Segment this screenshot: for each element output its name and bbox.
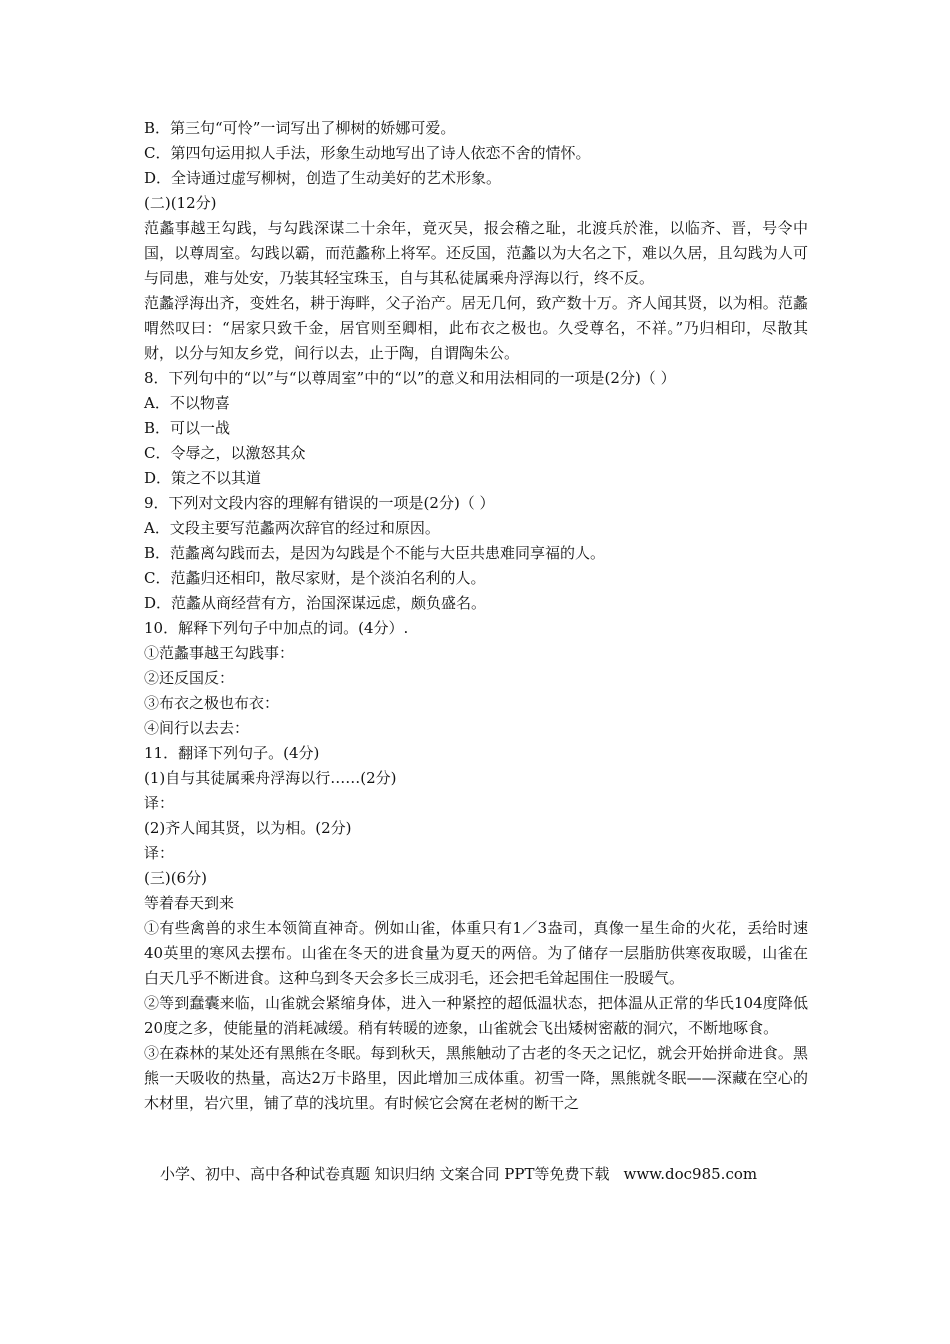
passage3-paragraph-3: ③在森林的某处还有黑熊在冬眠。每到秋天，黑熊触动了古老的冬天之记忆，就会开始拼命进食。黑熊一天吸收的热量，高达2万卡路里，因此增加三成体重。初雪一降，黑熊就冬眠——深藏在空心的木材里，岩穴里，铺了草的浅坑里。有时候它会窝在老树的断干之	[144, 1044, 808, 1112]
option-d-poem: D．全诗通过虚写柳树，创造了生动美好的艺术形象。	[144, 169, 502, 187]
q11-sentence-1: (1)自与其徒属乘舟浮海以行……(2分)	[144, 769, 397, 787]
passage3-title: 等着春天到来	[144, 894, 235, 912]
q8-option-c: C．令辱之，以激怒其众	[144, 444, 306, 462]
passage2-paragraph-2: 范蠡浮海出齐，变姓名，耕于海畔，父子治产。居无几何，致产数十万。齐人闻其贤，以为相。范蠡喟然叹曰：“居家只致千金，居官则至卿相，此布衣之极也。久受尊名，不祥。”乃归相印，尽散其财，以分与知友乡党，间行以去，止于陶，自谓陶朱公。	[144, 294, 808, 362]
question-11: 11．翻译下列句子。(4分)	[144, 744, 320, 762]
footer-text: 小学、初中、高中各种试卷真题 知识归纳 文案合同 PPT等免费下载	[160, 1165, 610, 1183]
q9-option-c: C．范蠡归还相印，散尽家财，是个淡泊名利的人。	[144, 569, 486, 587]
q8-option-d: D．策之不以其道	[144, 469, 262, 487]
question-10: 10．解释下列句子中加点的词。(4分）.	[144, 619, 409, 637]
q9-option-a: A．文段主要写范蠡两次辞官的经过和原因。	[144, 519, 440, 537]
page-footer	[160, 1163, 757, 1185]
footer-site-link[interactable]: www.doc985.com	[623, 1165, 758, 1183]
passage3-paragraph-1: ①有些禽兽的求生本领简直神奇。例如山雀，体重只有1／3盎司，真像一星生命的火花，丢给时速40英里的寒风去摆布。山雀在冬天的进食量为夏天的两倍。为了储存一层脂肪供寒夜取暖，山雀在白天几乎不断进食。这种乌到冬天会多长三成羽毛，还会把毛耸起围住一股暖气。	[144, 919, 808, 987]
q10-item-1: ①范蠡事越王勾践事：	[144, 644, 295, 662]
q11-sentence-2: (2)齐人闻其贤，以为相。(2分)	[144, 819, 352, 837]
q9-option-b: B．范蠡离勾践而去，是因为勾践是个不能与大臣共患难同享福的人。	[144, 544, 606, 562]
section-two-heading: (二)(12分)	[144, 194, 217, 212]
option-b-poem: B．第三句“可怜”一词写出了柳树的娇娜可爱。	[144, 119, 456, 137]
q11-answer-2: 译：	[144, 844, 175, 862]
q10-item-3: ③布衣之极也布衣：	[144, 694, 280, 712]
q10-item-4: ④间行以去去：	[144, 719, 250, 737]
passage2-paragraph-1: 范蠡事越王勾践，与勾践深谋二十余年，竟灭吴，报会稽之耻，北渡兵於淮，以临齐、晋，号令中国，以尊周室。勾践以霸，而范蠡称上将军。还反国，范蠡以为大名之下，难以久居，且勾践为人可与同患，难与处安，乃装其轻宝珠玉，自与其私徒属乘舟浮海以行，终不反。	[144, 219, 808, 287]
q8-option-a: A．不以物喜	[144, 394, 230, 412]
document-body	[144, 116, 808, 1116]
q10-item-2: ②还反国反：	[144, 669, 235, 687]
option-c-poem: C．第四句运用拟人手法，形象生动地写出了诗人依恋不舍的情怀。	[144, 144, 591, 162]
q9-option-d: D．范蠡从商经营有方，治国深谋远虑，颇负盛名。	[144, 594, 487, 612]
passage3-paragraph-2: ②等到蠢囊来临，山雀就会紧缩身体，进入一种紧控的超低温状态，把体温从正常的华氏104度降低20度之多，使能量的消耗减缓。稍有转暖的迹象，山雀就会飞出矮树密蔽的洞穴，不断地啄食。	[144, 994, 808, 1037]
section-three-heading: (三)(6分)	[144, 869, 207, 887]
question-8: 8．下列句中的“以”与“以尊周室”中的“以”的意义和用法相同的一项是(2分)（ ）	[144, 369, 676, 387]
q11-answer-1: 译：	[144, 794, 175, 812]
q8-option-b: B．可以一战	[144, 419, 231, 437]
question-9: 9．下列对文段内容的理解有错误的一项是(2分)（ ）	[144, 494, 495, 512]
